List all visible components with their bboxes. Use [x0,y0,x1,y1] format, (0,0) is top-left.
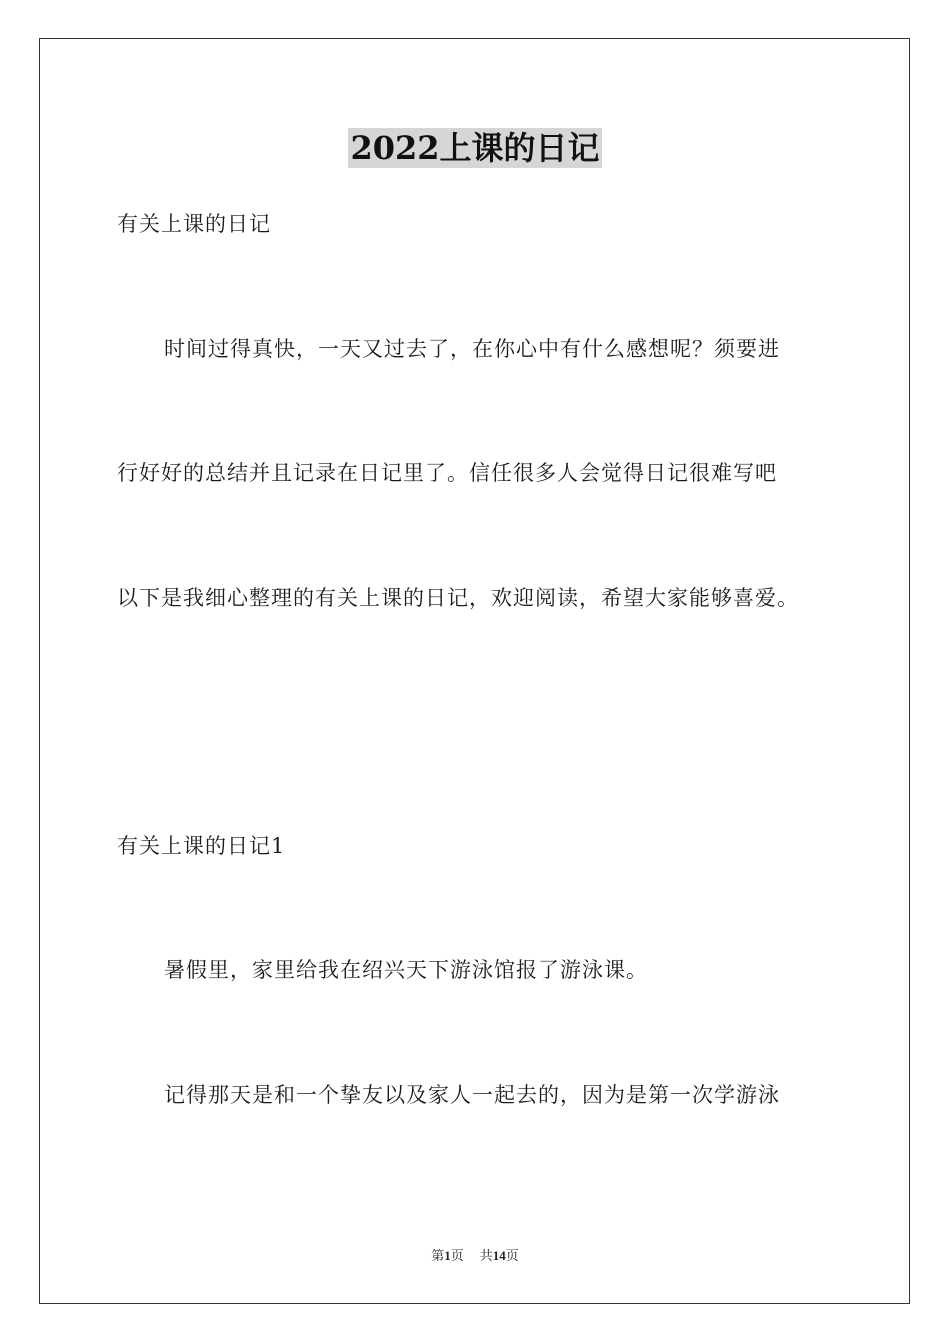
paragraph-line: 行好好的总结并且记录在日记里了。信任很多人会觉得日记很难写吧 [117,461,777,485]
page-footer [0,1247,950,1265]
footer-page-suffix: 页 [450,1248,464,1263]
footer-page-number: 1 [444,1248,451,1263]
document-title: 2022上课的日记 [350,129,600,167]
footer-total-suffix: 页 [505,1248,519,1263]
footer-total-pages: 14 [492,1248,506,1263]
paragraph-line: 时间过得真快，一天又过去了，在你心中有什么感想呢？须要进 [164,337,780,361]
paragraph-line: 记得那天是和一个挚友以及家人一起去的，因为是第一次学游泳 [164,1083,780,1107]
section-heading: 有关上课的日记 [117,212,271,236]
paragraph-line: 以下是我细心整理的有关上课的日记，欢迎阅读，希望大家能够喜爱。 [117,586,799,610]
paragraph-line: 暑假里，家里给我在绍兴天下游泳馆报了游泳课。 [164,958,648,982]
footer-total-prefix: 共 [479,1248,493,1263]
section-heading: 有关上课的日记1 [117,834,286,858]
title-container [0,128,950,168]
footer-page-prefix: 第 [431,1248,445,1263]
